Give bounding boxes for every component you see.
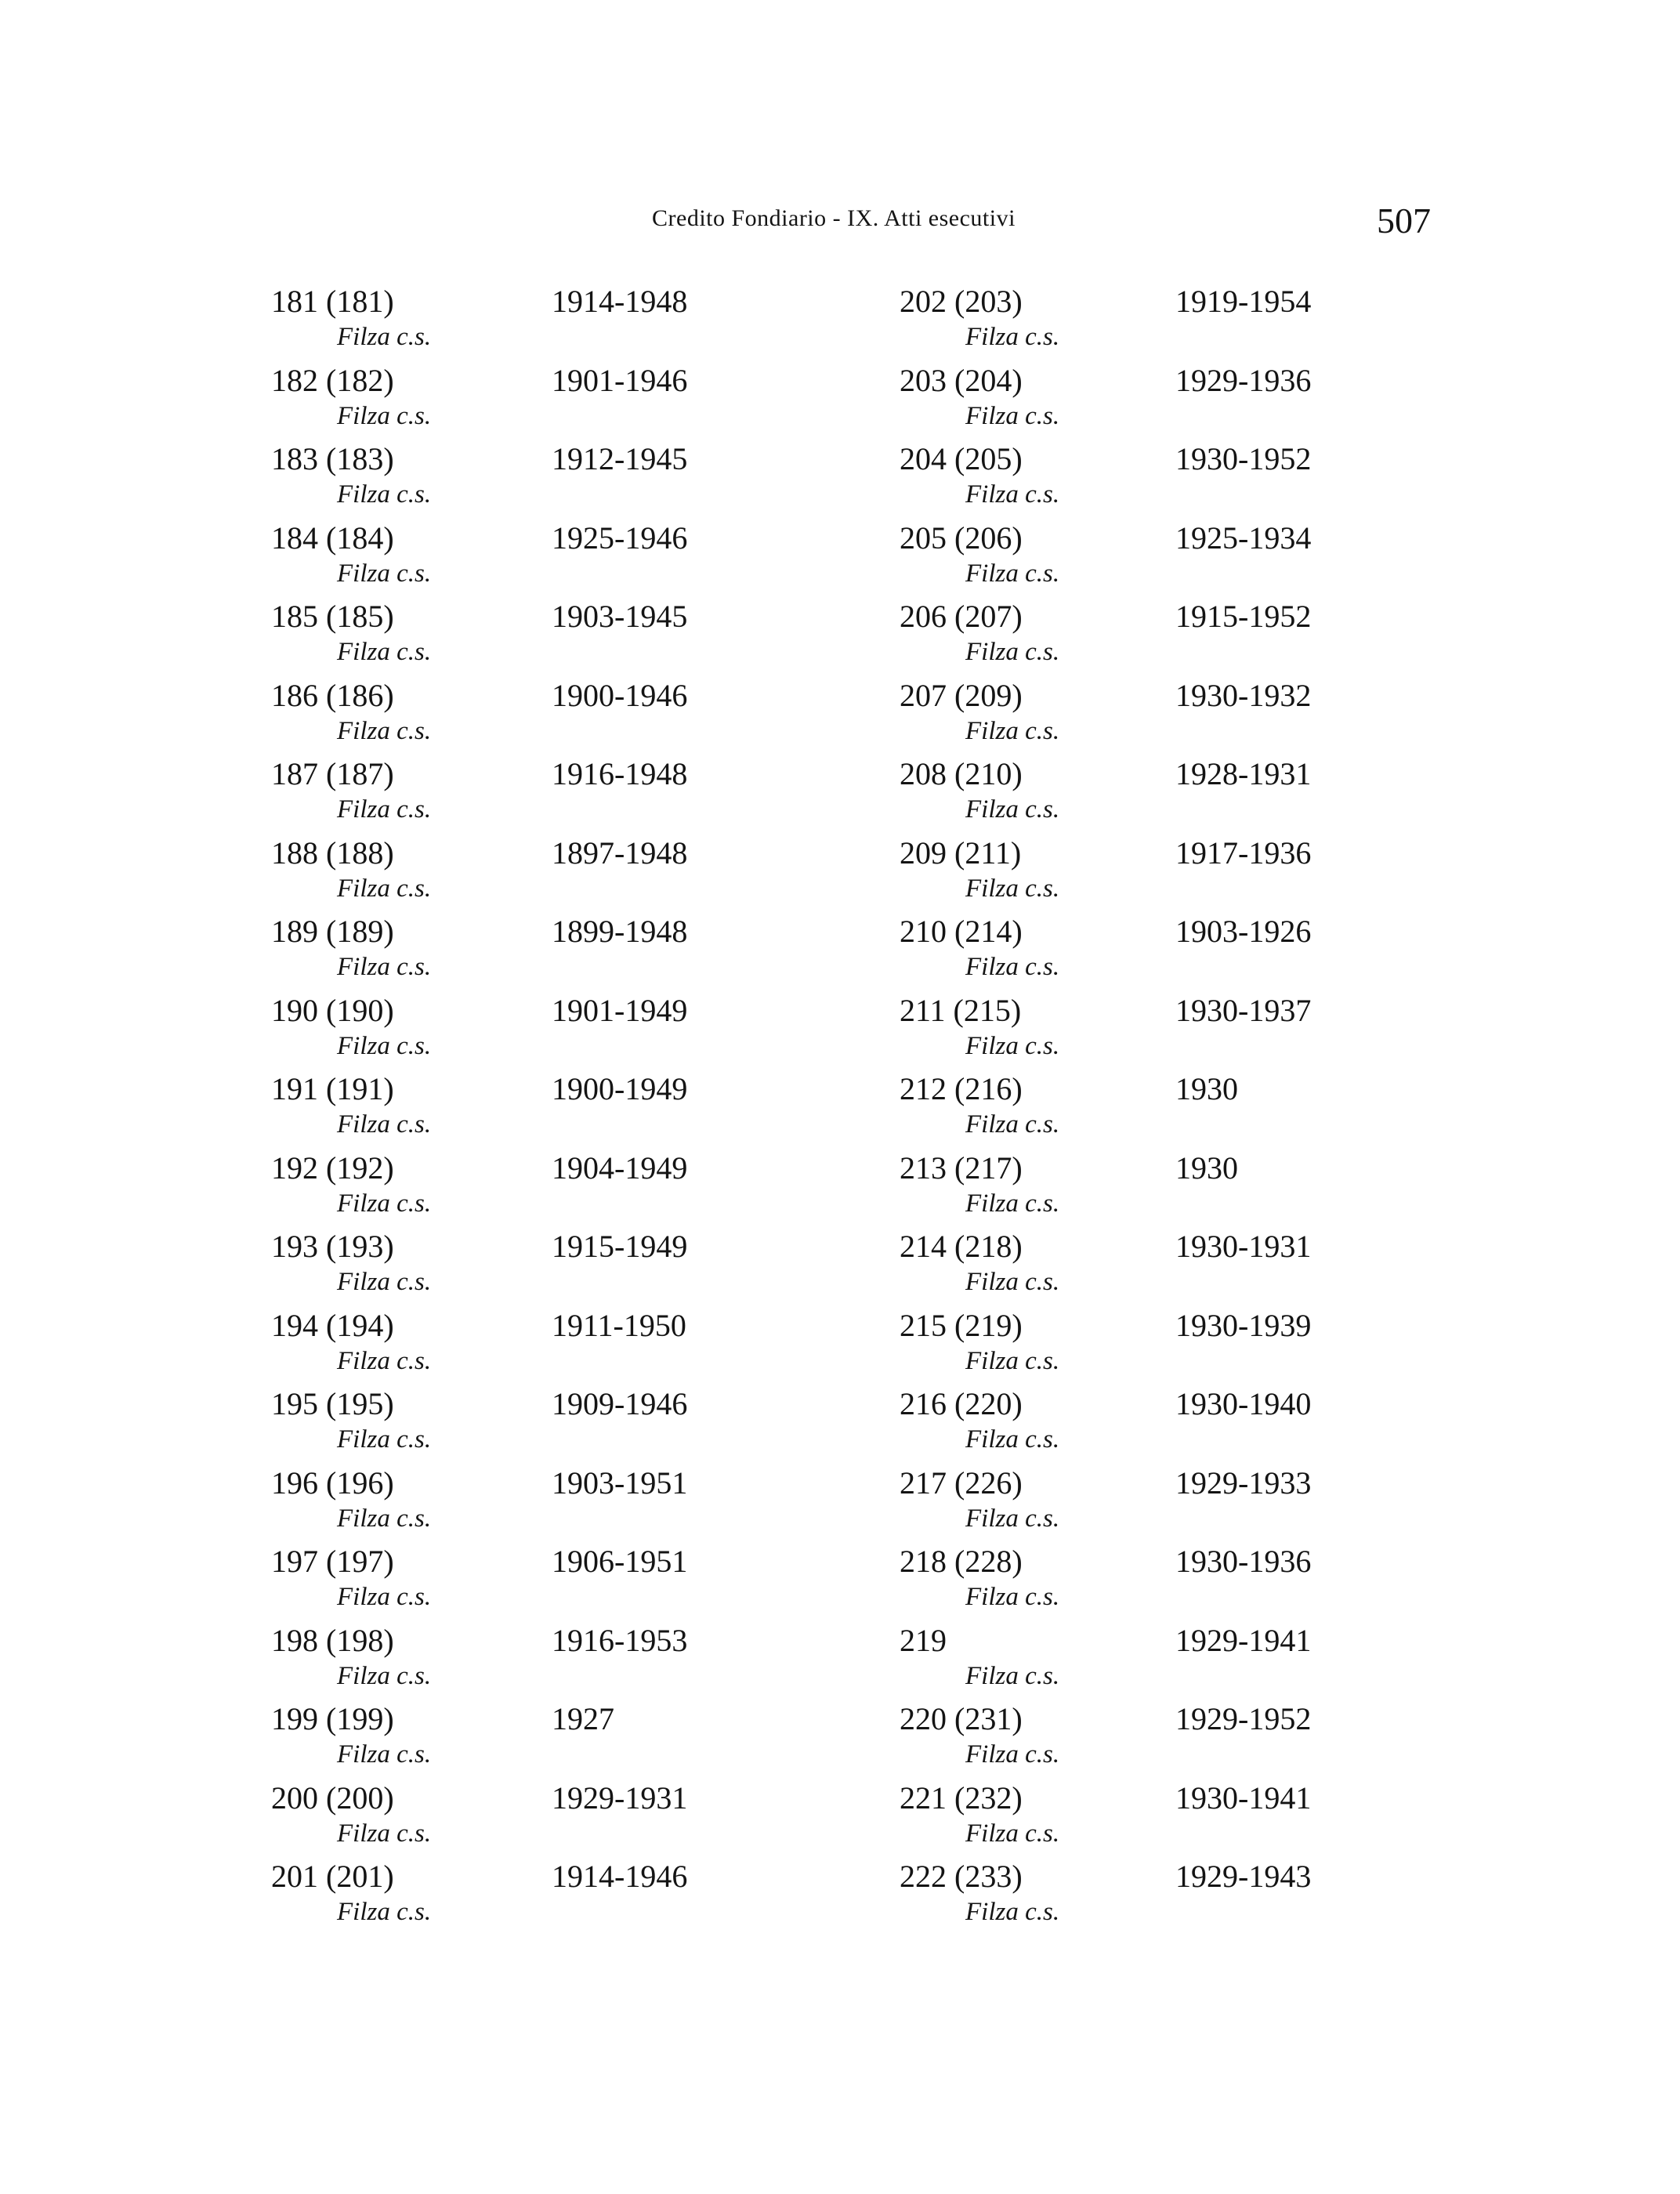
entry-dates: 1930-1937 (1175, 992, 1312, 1028)
entry-dates: 1930-1940 (1175, 1386, 1312, 1421)
inventory-entry (271, 756, 992, 835)
inventory-entry (900, 993, 1620, 1072)
entry-note: Filza c.s. (965, 874, 1060, 903)
entry-note: Filza c.s. (337, 1110, 432, 1139)
inventory-entry (900, 678, 1620, 757)
entry-note: Filza c.s. (965, 1583, 1060, 1611)
entry-dates: 1899-1948 (552, 914, 688, 949)
entry-dates: 1929-1931 (552, 1779, 688, 1816)
inventory-entry (271, 1229, 992, 1308)
entry-note: Filza c.s. (337, 1819, 432, 1848)
inventory-entry (271, 520, 992, 599)
inventory-entry (900, 1465, 1620, 1544)
inventory-entry (271, 835, 992, 914)
entry-note: Filza c.s. (965, 480, 1060, 509)
entry-note: Filza c.s. (965, 1504, 1060, 1533)
entry-number: 190 (190) (271, 992, 394, 1028)
entry-dates: 1925-1934 (1175, 520, 1312, 556)
inventory-entry (900, 599, 1620, 678)
inventory-entry (900, 1229, 1620, 1308)
entry-dates: 1915-1952 (1175, 599, 1312, 634)
entry-dates: 1900-1949 (552, 1071, 688, 1106)
inventory-entry (900, 1780, 1620, 1859)
entry-number: 195 (195) (271, 1386, 394, 1421)
entry-dates: 1916-1953 (552, 1622, 688, 1658)
entry-note: Filza c.s. (965, 1898, 1060, 1926)
entry-dates: 1897-1948 (552, 835, 688, 871)
entry-number: 219 (900, 1622, 947, 1658)
entry-number: 201 (201) (271, 1859, 394, 1894)
entry-dates: 1929-1943 (1175, 1859, 1312, 1894)
entry-dates: 1927 (552, 1701, 614, 1736)
entries-column-left (271, 284, 992, 1938)
entry-number: 222 (233) (900, 1859, 1023, 1894)
entry-number: 216 (220) (900, 1386, 1023, 1421)
entry-number: 200 (200) (271, 1779, 394, 1816)
entry-dates: 1919-1954 (1175, 284, 1312, 319)
entry-note: Filza c.s. (337, 716, 432, 745)
inventory-entry (271, 914, 992, 993)
entry-note: Filza c.s. (965, 1819, 1060, 1848)
entry-note: Filza c.s. (337, 1740, 432, 1769)
entry-dates: 1906-1951 (552, 1544, 688, 1579)
entry-number: 210 (214) (900, 914, 1023, 949)
entry-number: 197 (197) (271, 1544, 394, 1579)
inventory-entry (900, 914, 1620, 993)
entry-number: 181 (181) (271, 284, 394, 319)
inventory-entry (271, 993, 992, 1072)
entry-number: 188 (188) (271, 835, 394, 871)
inventory-entry (271, 1701, 992, 1780)
inventory-entry (271, 284, 992, 363)
inventory-entry (900, 1308, 1620, 1387)
entry-note: Filza c.s. (337, 795, 432, 824)
entry-number: 205 (206) (900, 520, 1023, 556)
entry-dates: 1914-1946 (552, 1859, 688, 1894)
entry-dates: 1930 (1175, 1071, 1238, 1106)
entry-dates: 1903-1945 (552, 599, 688, 634)
entry-dates: 1903-1951 (552, 1464, 688, 1501)
entry-number: 184 (184) (271, 520, 394, 556)
entry-number: 196 (196) (271, 1464, 394, 1501)
inventory-entry (271, 599, 992, 678)
entry-number: 218 (228) (900, 1544, 1023, 1579)
entry-dates: 1929-1933 (1175, 1464, 1312, 1501)
entry-number: 213 (217) (900, 1149, 1023, 1186)
entry-dates: 1915-1949 (552, 1229, 688, 1264)
inventory-entry (900, 1859, 1620, 1938)
entry-number: 214 (218) (900, 1229, 1023, 1264)
entry-note: Filza c.s. (965, 559, 1060, 588)
entry-dates: 1930-1952 (1175, 441, 1312, 476)
entry-number: 194 (194) (271, 1307, 394, 1343)
entry-dates: 1909-1946 (552, 1386, 688, 1421)
entry-note: Filza c.s. (965, 1110, 1060, 1139)
entry-dates: 1929-1952 (1175, 1701, 1312, 1736)
inventory-entry (271, 363, 992, 442)
entry-note: Filza c.s. (337, 1661, 432, 1690)
entry-dates: 1929-1941 (1175, 1622, 1312, 1658)
entry-note: Filza c.s. (337, 323, 432, 351)
inventory-entry (271, 1308, 992, 1387)
inventory-entry (900, 835, 1620, 914)
entry-number: 209 (211) (900, 835, 1022, 871)
entry-dates: 1930-1932 (1175, 677, 1312, 713)
entry-note: Filza c.s. (337, 1189, 432, 1218)
entry-note: Filza c.s. (965, 1268, 1060, 1296)
entry-dates: 1930-1941 (1175, 1779, 1312, 1816)
inventory-entry (271, 1386, 992, 1465)
entry-number: 202 (203) (900, 284, 1023, 319)
inventory-entry (900, 1386, 1620, 1465)
entry-dates: 1925-1946 (552, 520, 688, 556)
entry-number: 215 (219) (900, 1307, 1023, 1343)
entry-note: Filza c.s. (965, 1661, 1060, 1690)
inventory-entry (900, 1544, 1620, 1623)
entry-note: Filza c.s. (965, 401, 1060, 430)
entry-number: 199 (199) (271, 1701, 394, 1736)
inventory-entry (271, 1780, 992, 1859)
entry-dates: 1929-1936 (1175, 362, 1312, 398)
inventory-entry (900, 441, 1620, 520)
entry-dates: 1930 (1175, 1149, 1238, 1186)
entry-number: 183 (183) (271, 441, 394, 476)
entry-dates: 1901-1946 (552, 362, 688, 398)
entry-note: Filza c.s. (337, 559, 432, 588)
entry-note: Filza c.s. (965, 953, 1060, 981)
inventory-entry (271, 1623, 992, 1702)
entry-dates: 1912-1945 (552, 441, 688, 476)
entry-note: Filza c.s. (965, 1425, 1060, 1454)
entry-note: Filza c.s. (965, 638, 1060, 666)
entry-number: 217 (226) (900, 1464, 1023, 1501)
entry-number: 182 (182) (271, 362, 394, 398)
entry-number: 185 (185) (271, 599, 394, 634)
entry-note: Filza c.s. (965, 795, 1060, 824)
entry-number: 191 (191) (271, 1071, 394, 1106)
inventory-entry (900, 1701, 1620, 1780)
entry-number: 221 (232) (900, 1779, 1023, 1816)
entry-note: Filza c.s. (337, 480, 432, 509)
running-header: Credito Fondiario - IX. Atti esecutivi (652, 205, 1016, 231)
inventory-entry (900, 1071, 1620, 1150)
entry-dates: 1903-1926 (1175, 914, 1312, 949)
inventory-entry (271, 441, 992, 520)
inventory-entry (271, 1071, 992, 1150)
entry-note: Filza c.s. (337, 1425, 432, 1454)
inventory-entry (900, 363, 1620, 442)
entry-note: Filza c.s. (337, 401, 432, 430)
entry-number: 220 (231) (900, 1701, 1023, 1736)
inventory-entry (271, 1859, 992, 1938)
inventory-entry (900, 1623, 1620, 1702)
entry-note: Filza c.s. (965, 716, 1060, 745)
entry-dates: 1930-1931 (1175, 1229, 1312, 1264)
entry-note: Filza c.s. (337, 1268, 432, 1296)
entry-note: Filza c.s. (337, 953, 432, 981)
entry-number: 187 (187) (271, 756, 394, 791)
entry-note: Filza c.s. (337, 874, 432, 903)
entry-number: 212 (216) (900, 1071, 1023, 1106)
entry-number: 192 (192) (271, 1149, 394, 1186)
entry-note: Filza c.s. (337, 1898, 432, 1926)
entry-note: Filza c.s. (965, 1346, 1060, 1375)
entry-dates: 1901-1949 (552, 992, 688, 1028)
inventory-entry (271, 1544, 992, 1623)
entry-number: 186 (186) (271, 677, 394, 713)
entry-number: 198 (198) (271, 1622, 394, 1658)
entries-column-right (900, 284, 1620, 1938)
entry-dates: 1930-1939 (1175, 1307, 1312, 1343)
entry-dates: 1917-1936 (1175, 835, 1312, 871)
entry-number: 189 (189) (271, 914, 394, 949)
entry-note: Filza c.s. (337, 1583, 432, 1611)
inventory-entry (271, 678, 992, 757)
entry-number: 204 (205) (900, 441, 1023, 476)
entry-note: Filza c.s. (965, 1189, 1060, 1218)
inventory-entry (271, 1150, 992, 1229)
inventory-entry (900, 756, 1620, 835)
entry-note: Filza c.s. (337, 1346, 432, 1375)
entry-number: 193 (193) (271, 1229, 394, 1264)
inventory-entry (900, 284, 1620, 363)
inventory-entry (900, 520, 1620, 599)
entry-dates: 1911-1950 (552, 1307, 686, 1343)
entry-dates: 1900-1946 (552, 677, 688, 713)
page-number: 507 (1377, 201, 1431, 241)
entry-note: Filza c.s. (337, 1031, 432, 1060)
entry-note: Filza c.s. (965, 1031, 1060, 1060)
entry-number: 206 (207) (900, 599, 1023, 634)
entry-note: Filza c.s. (337, 638, 432, 666)
entry-number: 207 (209) (900, 677, 1023, 713)
entry-note: Filza c.s. (965, 323, 1060, 351)
entry-number: 211 (215) (900, 992, 1022, 1028)
entry-dates: 1904-1949 (552, 1149, 688, 1186)
entry-number: 208 (210) (900, 756, 1023, 791)
entry-dates: 1930-1936 (1175, 1544, 1312, 1579)
entry-dates: 1916-1948 (552, 756, 688, 791)
entry-note: Filza c.s. (965, 1740, 1060, 1769)
entry-dates: 1914-1948 (552, 284, 688, 319)
entry-note: Filza c.s. (337, 1504, 432, 1533)
entry-dates: 1928-1931 (1175, 756, 1312, 791)
inventory-entry (271, 1465, 992, 1544)
inventory-entry (900, 1150, 1620, 1229)
entry-number: 203 (204) (900, 362, 1023, 398)
